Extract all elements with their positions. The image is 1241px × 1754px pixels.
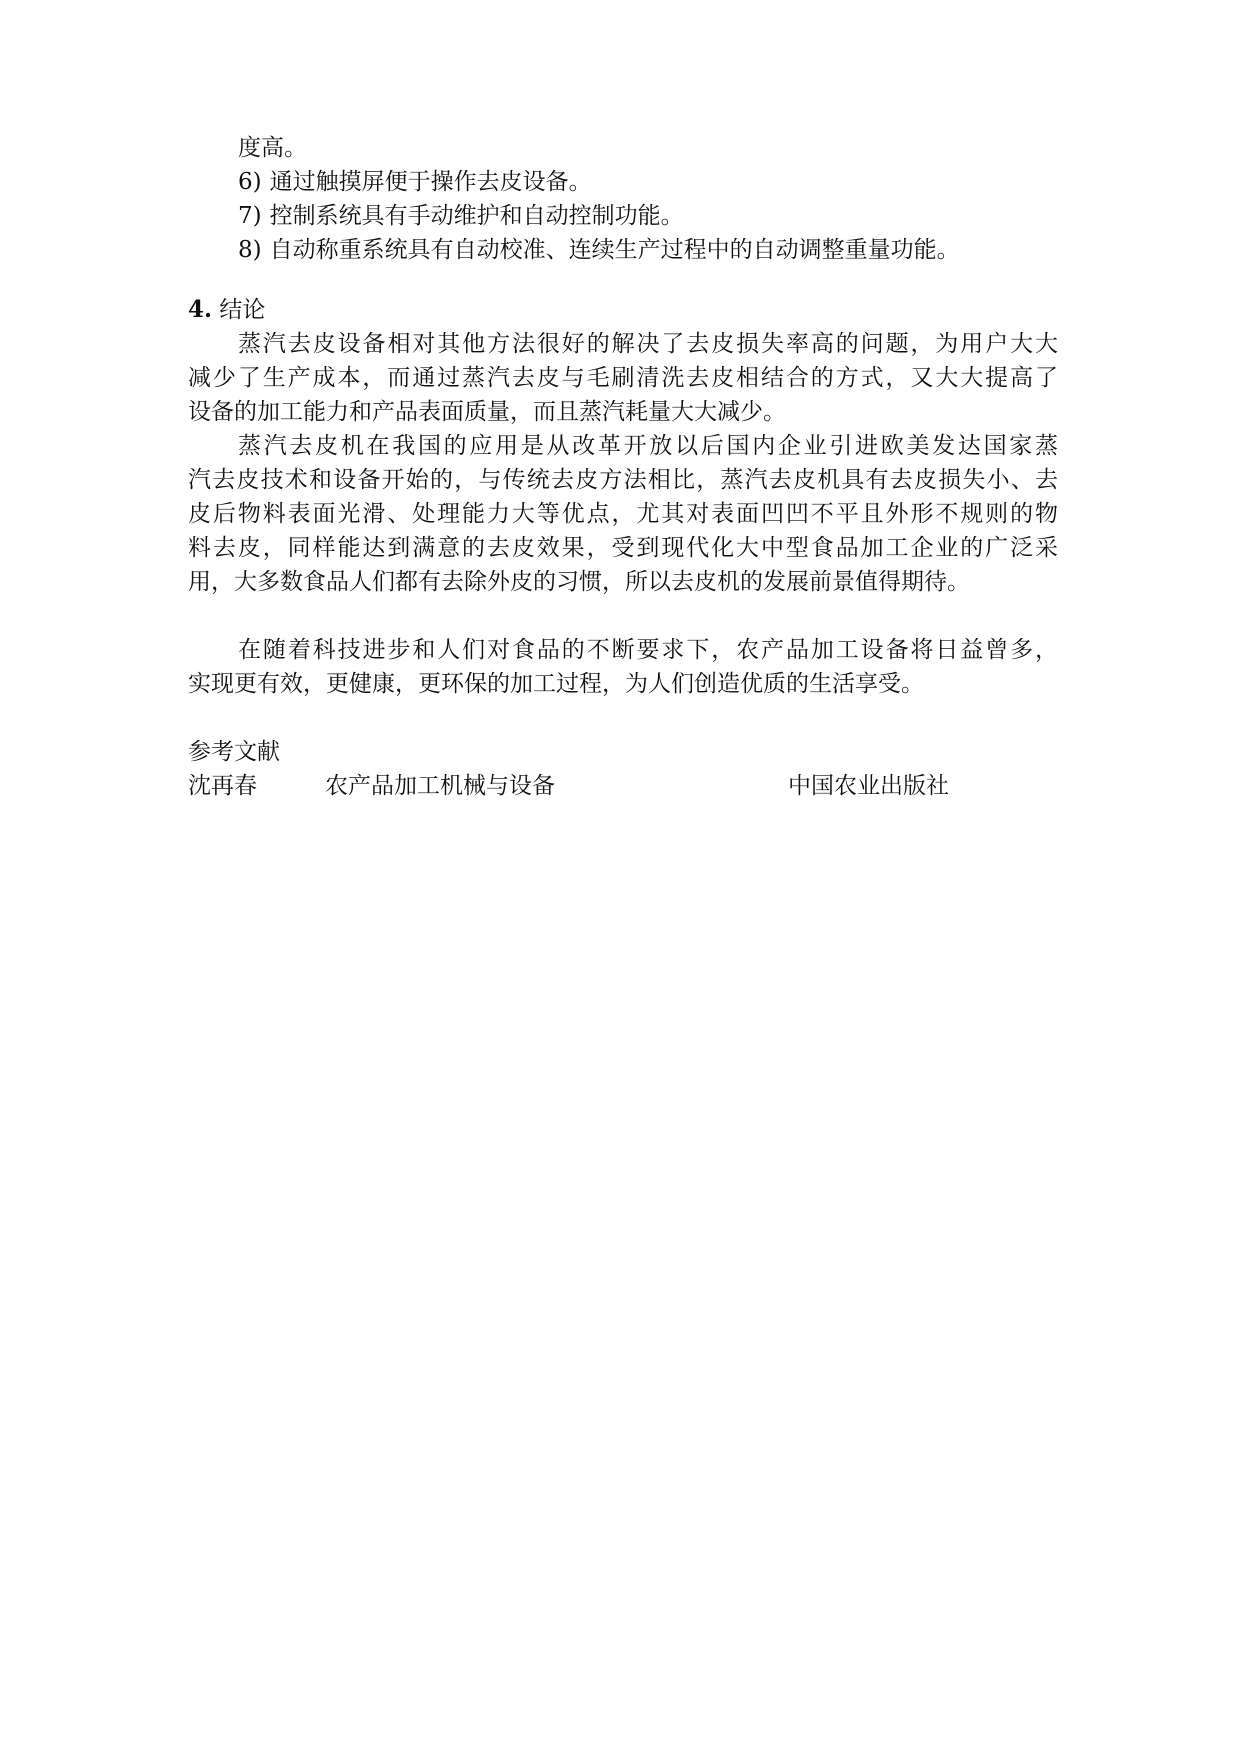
paragraph-line: 在随着科技进步和人们对食品的不断要求下，农产品加工设备将日益曾多， [238,637,1058,663]
list-item-number: 8) [238,237,262,263]
list-item-number: 7) [238,203,262,229]
paragraph-line: 蒸汽去皮机在我国的应用是从改革开放以后国内企业引进欧美发达国家蒸 [238,433,1058,459]
section-heading-text: 结论 [219,297,266,323]
reference-author: 沈再春 [188,773,257,799]
paragraph-line: 料去皮，同样能达到满意的去皮效果，受到现代化大中型食品加工企业的广泛采 [188,535,1058,561]
paragraph-line: 皮后物料表面光滑、处理能力大等优点，尤其对表面凹凹不平且外形不规则的物 [188,501,1058,527]
reference-publisher: 中国农业出版社 [788,773,949,799]
paragraph-line: 汽去皮技术和设备开始的，与传统去皮方法相比，蒸汽去皮机具有去皮损失小、去 [188,467,1058,493]
paragraph-line: 用，大多数食品人们都有去除外皮的习惯，所以去皮机的发展前景值得期待。 [188,569,970,595]
section-heading-number: 4. [188,296,213,323]
paragraph-line: 蒸汽去皮设备相对其他方法很好的解决了去皮损失率高的问题，为用户大大 [238,331,1058,357]
reference-entry [188,769,1058,803]
paragraph-line: 设备的加工能力和产品表面质量，而且蒸汽耗量大大减少。 [188,399,786,425]
list-item-number: 6) [238,169,262,195]
list-item [238,199,684,233]
section-heading [188,293,265,327]
references-heading: 参考文献 [188,739,280,765]
paragraph-line: 实现更有效，更健康，更环保的加工过程，为人们创造优质的生活享受。 [188,671,924,697]
list-item-text: 自动称重系统具有自动校准、连续生产过程中的自动调整重量功能。 [269,237,960,263]
list-continuation: 度高。 [238,135,307,161]
list-item-text: 通过触摸屏便于操作去皮设备。 [269,169,592,195]
reference-title: 农产品加工机械与设备 [325,773,555,799]
paragraph-line: 减少了生产成本，而通过蒸汽去皮与毛刷清洗去皮相结合的方式，又大大提高了 [188,365,1058,391]
list-item [238,165,592,199]
list-item-text: 控制系统具有手动维护和自动控制功能。 [269,203,684,229]
list-item [238,233,960,267]
